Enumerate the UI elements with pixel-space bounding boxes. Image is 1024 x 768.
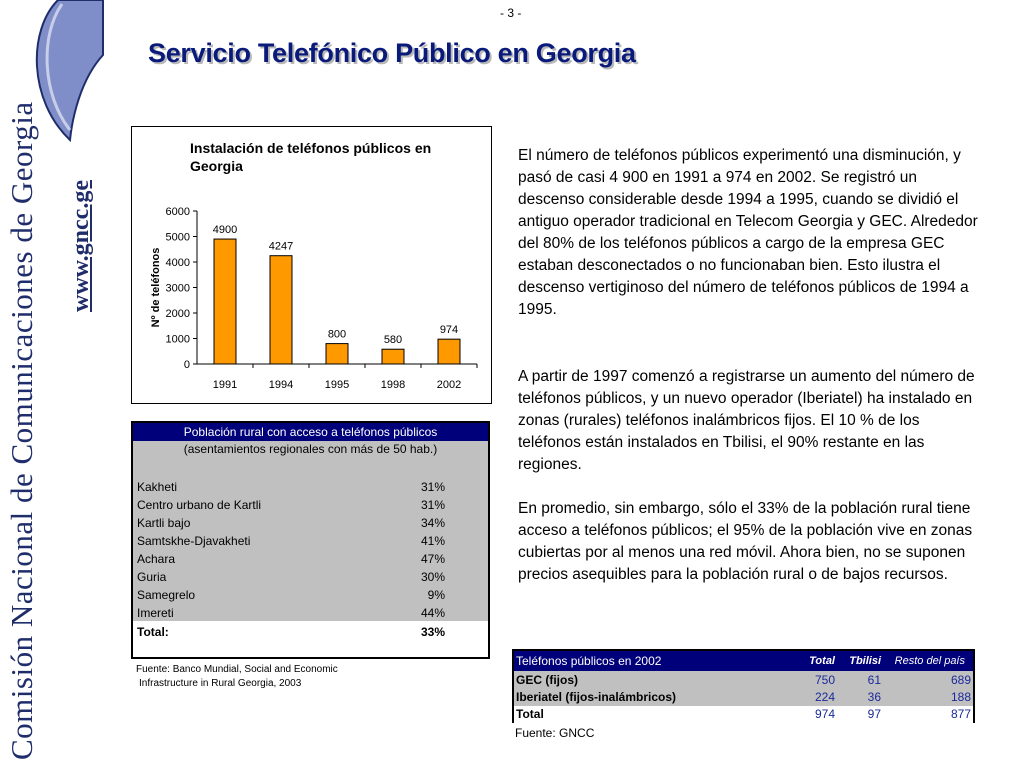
region-name: Centro urbano de Kartli <box>137 498 262 512</box>
table-row <box>137 604 477 622</box>
table-row <box>137 532 477 550</box>
source-note-gncc: Fuente: GNCC <box>515 726 595 740</box>
y-tick-label: 5000 <box>165 231 190 244</box>
bar <box>270 256 292 364</box>
operator-name: Total <box>516 707 544 721</box>
page-number: - 3 - <box>500 6 522 20</box>
phones-table-header <box>514 651 973 671</box>
total-value: 224 <box>814 690 835 704</box>
col-total: Total <box>809 655 835 667</box>
paragraph-access: En promedio, sin embargo, sólo el 33% de la población rural tiene acceso a teléfonos públicos; el 95% de la población vive en zonas cubiertas por al menos una red móvil. Ahora bien, no se suponen precios asequibles para la población rural o de bajos recursos. <box>518 500 973 583</box>
table-row <box>514 689 973 706</box>
rural-access-table <box>131 421 490 659</box>
total-label: Total: <box>137 625 169 639</box>
table-row <box>514 672 973 689</box>
x-tick-label: 1991 <box>212 379 238 391</box>
x-tick-label: 1998 <box>380 379 406 391</box>
website-link[interactable]: www.gncc.ge <box>68 180 94 312</box>
region-value: 31% <box>420 498 445 512</box>
data-label: 580 <box>383 334 403 347</box>
rest-value: 689 <box>950 673 971 687</box>
y-axis-label: Nº de teléfonos <box>150 247 162 328</box>
region-name: Samtskhe-Djavakheti <box>137 534 251 548</box>
data-label: 4247 <box>268 240 294 253</box>
table-row <box>137 586 477 604</box>
region-value: 47% <box>420 552 445 566</box>
region-value: 30% <box>420 570 445 584</box>
total-value: 974 <box>814 707 835 721</box>
y-tick-label: 2000 <box>165 308 190 320</box>
region-name: Kartli bajo <box>137 516 191 530</box>
x-tick-label: 2002 <box>436 379 462 391</box>
region-name: Samegrelo <box>137 588 196 602</box>
region-name: Imereti <box>137 606 174 620</box>
y-tick-label: 6000 <box>165 206 190 218</box>
bar <box>214 239 236 364</box>
rural-table-header: Población rural con acceso a teléfonos públicos <box>133 423 488 441</box>
total-row <box>514 706 973 723</box>
region-value: 44% <box>420 606 445 620</box>
y-tick-label: 3000 <box>165 282 190 295</box>
table-row <box>137 496 477 514</box>
table-row <box>137 514 477 532</box>
source-note-worldbank <box>136 663 338 691</box>
y-tick-label: 1000 <box>165 333 190 346</box>
y-tick-label: 4000 <box>165 257 190 269</box>
region-name: Kakheti <box>137 480 178 494</box>
region-value: 31% <box>420 480 445 494</box>
tbilisi-value: 61 <box>867 673 881 687</box>
phones-table-title: Teléfonos públicos en 2002 <box>516 654 662 668</box>
total-value: 33% <box>420 625 445 639</box>
region-name: Achara <box>137 552 176 566</box>
total-row <box>137 623 477 641</box>
chart-title: Instalación de teléfonos públicos en Georgia <box>190 140 432 174</box>
region-value: 9% <box>427 588 445 602</box>
x-tick-label: 1994 <box>268 379 294 391</box>
operator-name: GEC (fijos) <box>516 673 578 687</box>
tbilisi-value: 36 <box>867 690 881 704</box>
table-row <box>137 568 477 586</box>
bar <box>382 349 404 364</box>
data-label: 800 <box>327 328 347 341</box>
phones-2002-table <box>512 649 975 723</box>
bar <box>438 339 460 364</box>
col-rest: Resto del país <box>894 655 965 667</box>
col-tbilisi: Tbilisi <box>849 655 881 667</box>
source-line: Infrastructure in Rural Georgia, 2003 <box>139 678 302 689</box>
paragraph-decline: El número de teléfonos públicos experimentó una disminución, y pasó de casi 4 900 en 1991 a 974 en 2002. Se registró un descenso considerable desde 1994 a 1995, cuando se dividió el antiguo operador tradicional en Telecom Georgia y GEC. Alrededor del 80% de los teléfonos públicos a cargo de la empresa GEC estaban desconectados o no funcionaban bien. Esto ilustra el descenso vertiginoso del número de teléfonos públicos de 1994 a 1995. <box>518 147 978 318</box>
table-row <box>137 478 477 496</box>
region-value: 41% <box>420 534 445 548</box>
bar <box>326 344 348 364</box>
x-tick-label: 1995 <box>324 379 350 391</box>
bar-chart <box>132 127 491 403</box>
region-value: 34% <box>420 516 445 530</box>
chart-container <box>131 126 492 404</box>
rest-value: 188 <box>950 690 971 704</box>
region-name: Guria <box>137 570 167 584</box>
tbilisi-value: 97 <box>867 707 881 721</box>
organization-name: Comisión Nacional de Comunicaciones de Georgia <box>4 101 39 760</box>
data-label: 4900 <box>212 224 238 237</box>
operator-name: Iberiatel (fijos-inalámbricos) <box>516 690 677 704</box>
page-title: Servicio Telefónico Público en Georgia <box>148 38 636 68</box>
source-line: Fuente: Banco Mundial, Social and Economic <box>136 664 338 675</box>
data-label: 974 <box>439 324 459 337</box>
total-value: 750 <box>814 673 835 687</box>
sidebar <box>0 0 110 768</box>
paragraph-growth: A partir de 1997 comenzó a registrarse un aumento del número de teléfonos públicos, y un nuevo operador (Iberiatel) ha instalado en zonas (rurales) teléfonos inalámbricos fijos. El 10 % de los teléfonos están instalados en Tbilisi, el 90% restante en las regiones. <box>518 368 975 473</box>
rest-value: 877 <box>950 707 971 721</box>
table-row <box>137 550 477 568</box>
rural-table-subheader: (asentamientos regionales con más de 50 hab.) <box>183 442 438 456</box>
y-tick-label: 0 <box>183 359 190 371</box>
